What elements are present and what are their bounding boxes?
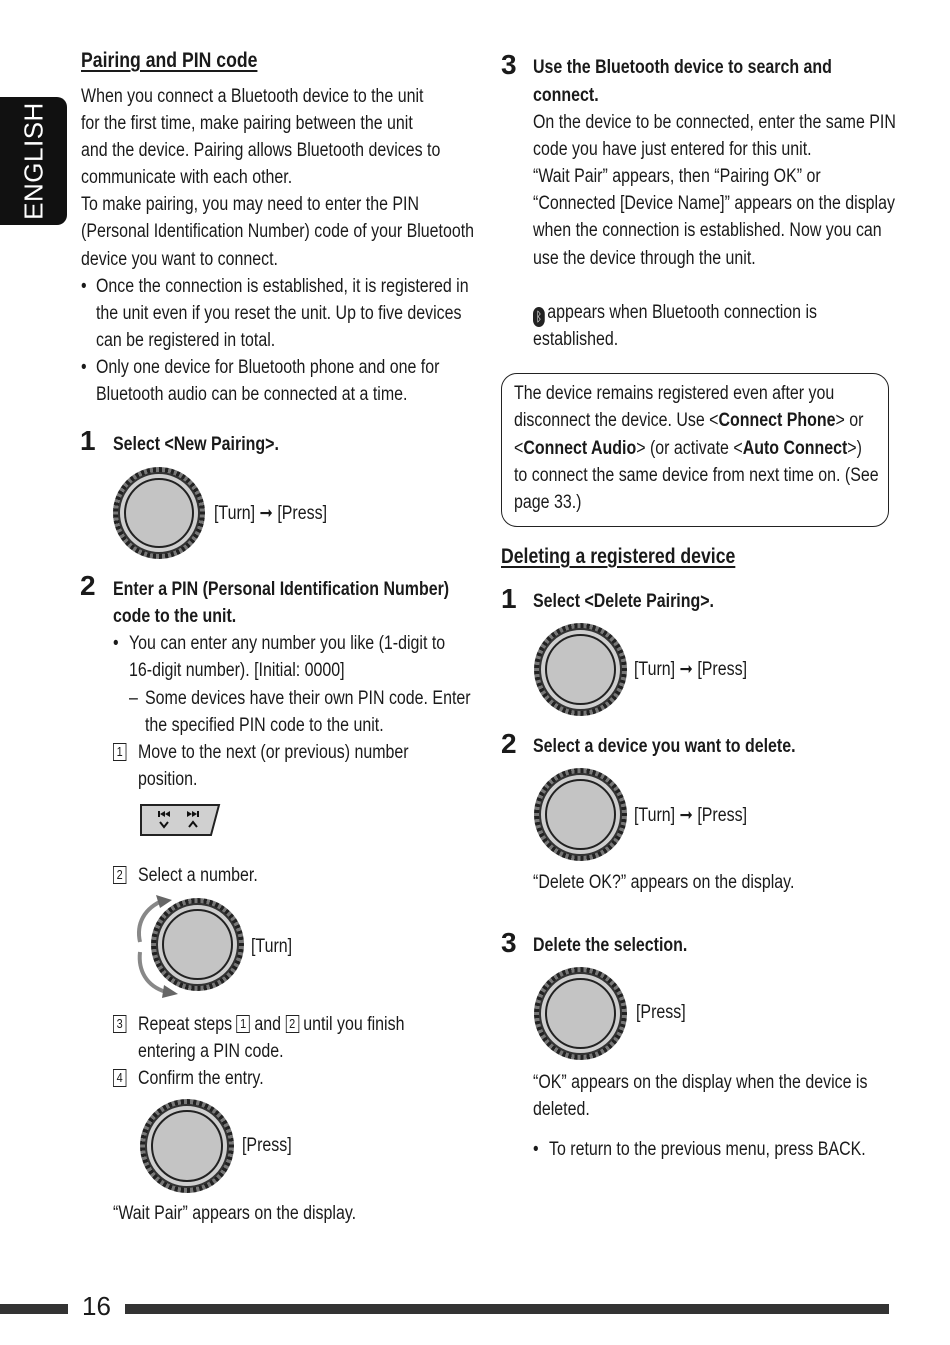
- step-title: Select <Delete Pairing>.: [533, 591, 714, 612]
- control-knob[interactable]: [534, 967, 627, 1060]
- substep-number-box: 3: [113, 1011, 126, 1038]
- result-text: “Delete OK?” appears on the display.: [533, 872, 795, 893]
- result-text: “Wait Pair” appears on the display.: [113, 1203, 357, 1224]
- step-title: Delete the selection.: [533, 935, 688, 956]
- bullet-line: Bluetooth audio can be connected at a time.: [96, 384, 408, 405]
- substep-text: Repeat steps 1 and 2 until you finish: [138, 1014, 405, 1035]
- control-knob[interactable]: [151, 898, 244, 991]
- step-number: 3: [501, 49, 517, 80]
- dash-line: Some devices have their own PIN code. Enter: [145, 688, 471, 709]
- result-text: deleted.: [533, 1099, 590, 1120]
- substep-number-box: 4: [113, 1065, 126, 1092]
- intro-line: When you connect a Bluetooth device to the unit: [81, 86, 424, 107]
- page-number: 16: [82, 1291, 111, 1321]
- bullet-line: can be registered in total.: [96, 330, 276, 351]
- bullet-dot: •: [81, 276, 87, 297]
- body-line: “Connected [Device Name]” appears on the display: [533, 193, 895, 214]
- intro-line: and the device. Pairing allows Bluetooth devices to: [81, 140, 441, 161]
- bluetooth-note: established.: [533, 329, 619, 350]
- bullet-line: the unit even if you reset the unit. Up to five devices: [96, 303, 462, 324]
- substep-text: entering a PIN code.: [138, 1041, 284, 1062]
- skip-buttons-icon[interactable]: [139, 803, 223, 837]
- knob-instruction: [Turn] ➞ [Press]: [634, 805, 748, 826]
- section-title-deleting: Deleting a registered device: [501, 545, 736, 568]
- control-knob[interactable]: [534, 768, 627, 861]
- body-line: code you have just entered for this unit.: [533, 139, 812, 160]
- dash-line: the specified PIN code to the unit.: [145, 715, 384, 736]
- bullet-line: You can enter any number you like (1-digit to: [129, 633, 446, 654]
- knob-instruction: [Turn] ➞ [Press]: [634, 659, 748, 680]
- knob-instruction: [Press]: [636, 1002, 686, 1023]
- footer-rule-left: [0, 1304, 68, 1314]
- step-title: connect.: [533, 85, 599, 106]
- step-number: 3: [501, 927, 517, 958]
- substep-number-box: 1: [113, 739, 126, 766]
- note-line: The device remains registered even after you: [514, 383, 835, 404]
- result-text: “OK” appears on the display when the device is: [533, 1072, 868, 1093]
- note-line: disconnect the device. Use <Connect Phone> or: [514, 410, 864, 431]
- knob-instruction: [Press]: [242, 1135, 292, 1156]
- substep-text: Move to the next (or previous) number: [138, 742, 409, 763]
- body-line: use the device through the unit.: [533, 248, 756, 269]
- control-knob[interactable]: [140, 1099, 234, 1193]
- intro-line: for the first time, make pairing between the unit: [81, 113, 413, 134]
- substep-number-box: 2: [113, 862, 126, 889]
- step-number: 2: [80, 570, 96, 601]
- note-line: to connect the same device from next time on. (See: [514, 465, 879, 486]
- intro-line: communicate with each other.: [81, 167, 293, 188]
- language-tab: [0, 97, 67, 225]
- step-title: Select a device you want to delete.: [533, 736, 796, 757]
- footer-rule-right: [125, 1304, 889, 1314]
- step-title: code to the unit.: [113, 606, 237, 627]
- body-line: when the connection is established. Now you can: [533, 220, 882, 241]
- control-knob[interactable]: [534, 623, 627, 716]
- step-title: Enter a PIN (Personal Identification Number): [113, 579, 450, 600]
- step-number: 1: [501, 583, 517, 614]
- bullet-dot: •: [81, 357, 87, 378]
- substep-text: Select a number.: [138, 865, 258, 886]
- step-title: Use the Bluetooth device to search and: [533, 57, 832, 78]
- step-number: 2: [501, 728, 517, 759]
- step-number: 1: [80, 425, 96, 456]
- language-tab-label: ENGLISH: [18, 102, 48, 220]
- note-line: page 33.): [514, 492, 582, 513]
- body-line: “Wait Pair” appears, then “Pairing OK” or: [533, 166, 821, 187]
- section-title-pairing: Pairing and PIN code: [81, 49, 258, 72]
- bullet-line: 16-digit number). [Initial: 0000]: [129, 660, 345, 681]
- dash-mark: –: [129, 688, 138, 709]
- bullet-line: Only one device for Bluetooth phone and one for: [96, 357, 440, 378]
- step-title: Select <New Pairing>.: [113, 434, 279, 455]
- knob-instruction: [Turn] ➞ [Press]: [214, 503, 328, 524]
- bluetooth-icon: ᛒ: [533, 307, 545, 327]
- intro-line: (Personal Identification Number) code of your Bluetooth: [81, 221, 475, 242]
- control-knob[interactable]: [113, 467, 205, 559]
- intro-line: To make pairing, you may need to enter the PIN: [81, 194, 420, 215]
- substep-text: position.: [138, 769, 198, 790]
- body-line: On the device to be connected, enter the same PIN: [533, 112, 896, 133]
- intro-line: device you want to connect.: [81, 249, 278, 270]
- knob-instruction: [Turn]: [251, 936, 293, 957]
- bluetooth-note: ᛒ appears when Bluetooth connection is: [533, 299, 817, 327]
- bullet-line: To return to the previous menu, press BACK.: [549, 1139, 866, 1160]
- substep-text: Confirm the entry.: [138, 1068, 264, 1089]
- bullet-dot: •: [113, 633, 119, 654]
- bullet-dot: •: [533, 1139, 539, 1160]
- note-line: <Connect Audio> (or activate <Auto Connect>): [514, 438, 862, 459]
- bullet-line: Once the connection is established, it is registered in: [96, 276, 469, 297]
